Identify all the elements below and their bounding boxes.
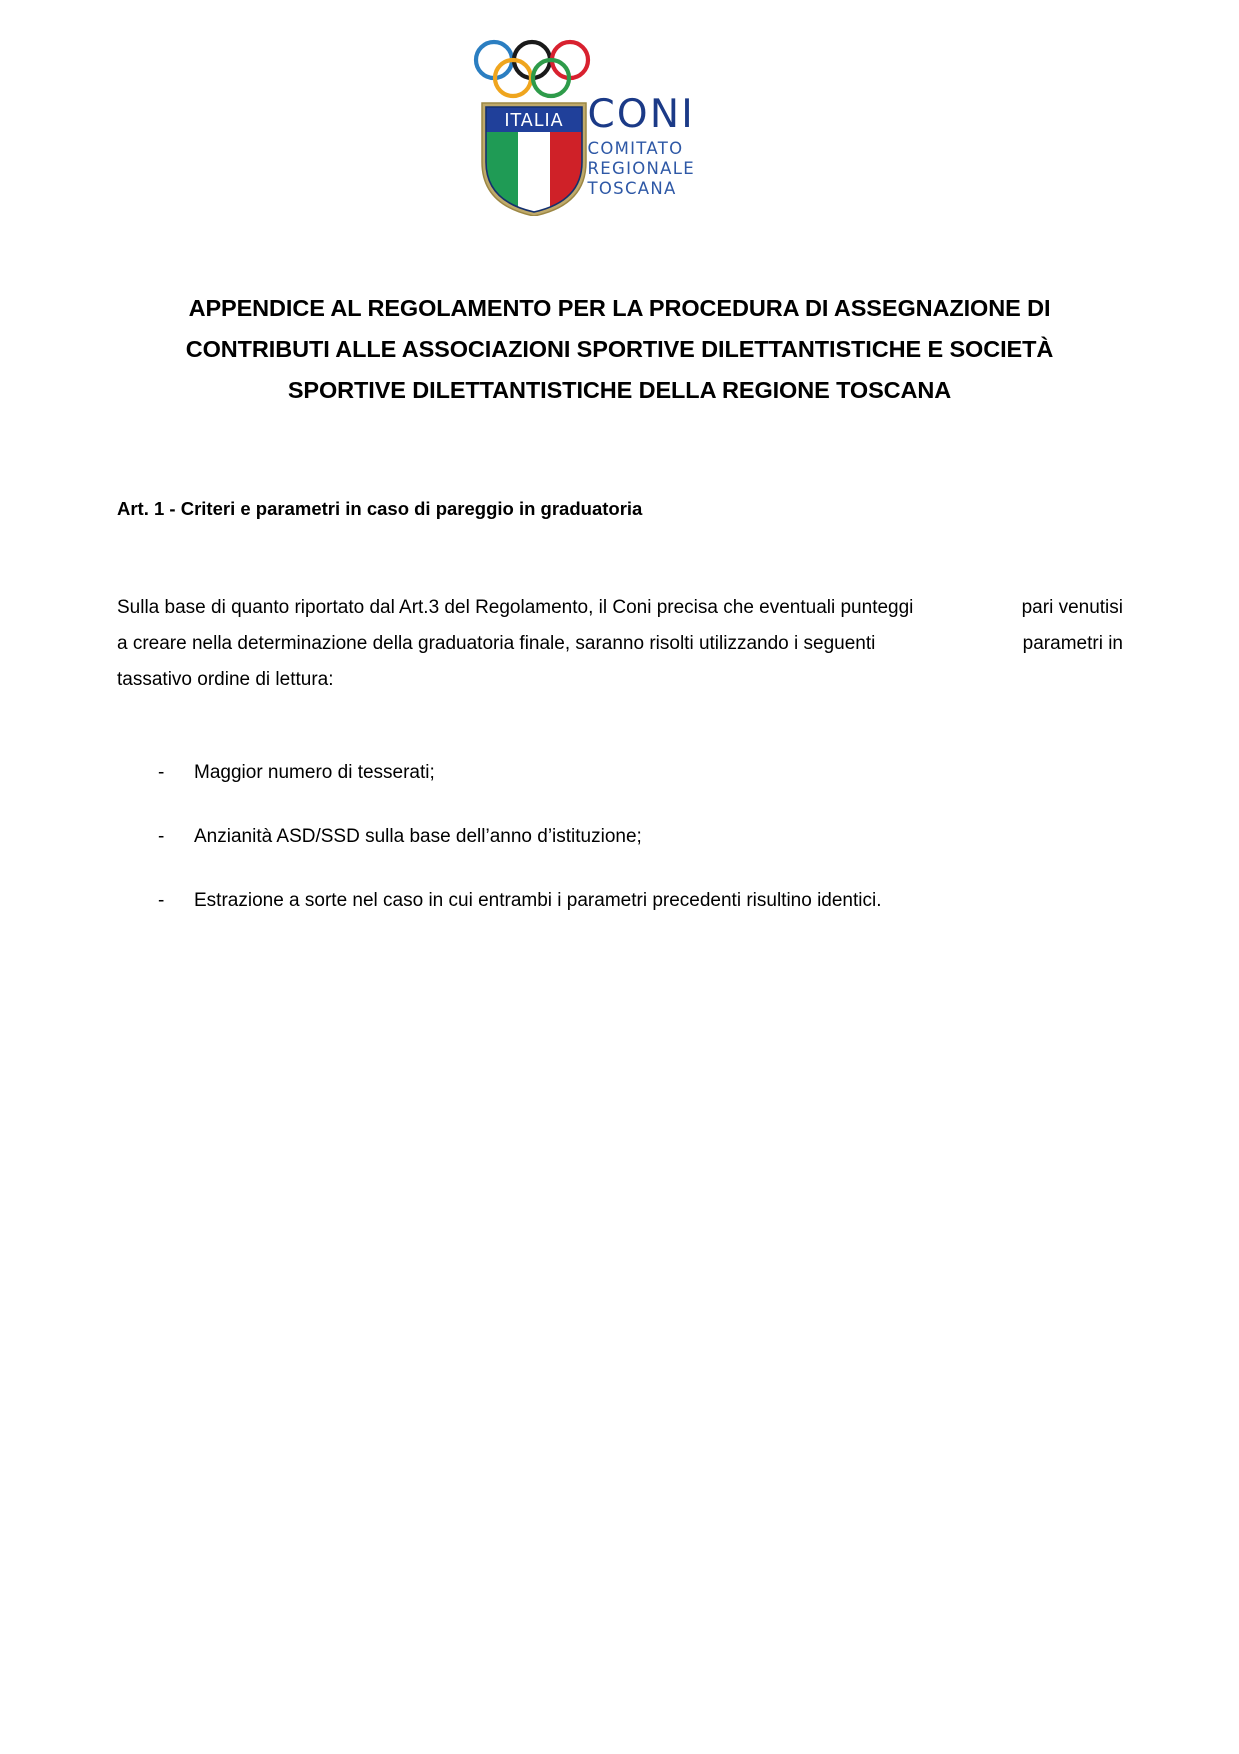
paragraph-line-2-start: a creare nella determinazione della graduatoria finale, saranno risolti utilizzando i seguenti	[117, 633, 876, 654]
olympic-rings-icon	[470, 38, 610, 100]
list-dash-marker: -	[158, 890, 165, 911]
document-title	[130, 288, 1109, 411]
list-item	[117, 886, 1123, 950]
italia-shield-icon	[479, 100, 589, 216]
list-item-label: Estrazione a sorte nel caso in cui entrambi i parametri precedenti risultino identici.	[194, 890, 882, 911]
paragraph-line-3: tassativo ordine di lettura:	[117, 669, 334, 690]
coni-wordmark-line-comitato: COMITATO	[587, 139, 684, 159]
paragraph-line-2	[117, 626, 1123, 662]
document-title-line-2: CONTRIBUTI ALLE ASSOCIAZIONI SPORTIVE DILETTANTISTICHE E SOCIETÀ	[185, 335, 1054, 362]
coni-wordmark-line-regionale: REGIONALE	[587, 159, 695, 179]
criteria-list	[117, 758, 1123, 950]
shield-banner-label: ITALIA	[503, 111, 564, 131]
paragraph-line-2-end: parametri in	[1022, 633, 1123, 654]
coni-wordmark-main: CONI	[587, 92, 695, 137]
coni-toscana-logo	[0, 38, 1239, 198]
paragraph-line-1-end: pari venutisi	[1021, 597, 1123, 618]
list-item-label: Maggior numero di tesserati;	[194, 762, 435, 783]
list-item	[117, 758, 1123, 822]
document-title-line-3: SPORTIVE DILETTANTISTICHE DELLA REGIONE TOSCANA	[287, 376, 952, 403]
list-item-label: Anzianità ASD/SSD sulla base dell’anno d’istituzione;	[194, 826, 642, 847]
article-paragraph	[117, 590, 1123, 698]
coni-wordmark	[587, 92, 768, 200]
paragraph-line-1-start: Sulla base di quanto riportato dal Art.3 del Regolamento, il Coni precisa che eventuali punteggi	[117, 597, 914, 618]
list-item	[117, 822, 1123, 886]
article-heading: Art. 1 - Criteri e parametri in caso di pareggio in graduatoria	[117, 498, 643, 519]
coni-wordmark-line-toscana: TOSCANA	[587, 179, 677, 199]
list-dash-marker: -	[158, 762, 165, 783]
document-title-line-1: APPENDICE AL REGOLAMENTO PER LA PROCEDURA DI ASSEGNAZIONE DI	[188, 294, 1051, 321]
paragraph-line-1	[117, 590, 1123, 626]
list-dash-marker: -	[158, 826, 165, 847]
